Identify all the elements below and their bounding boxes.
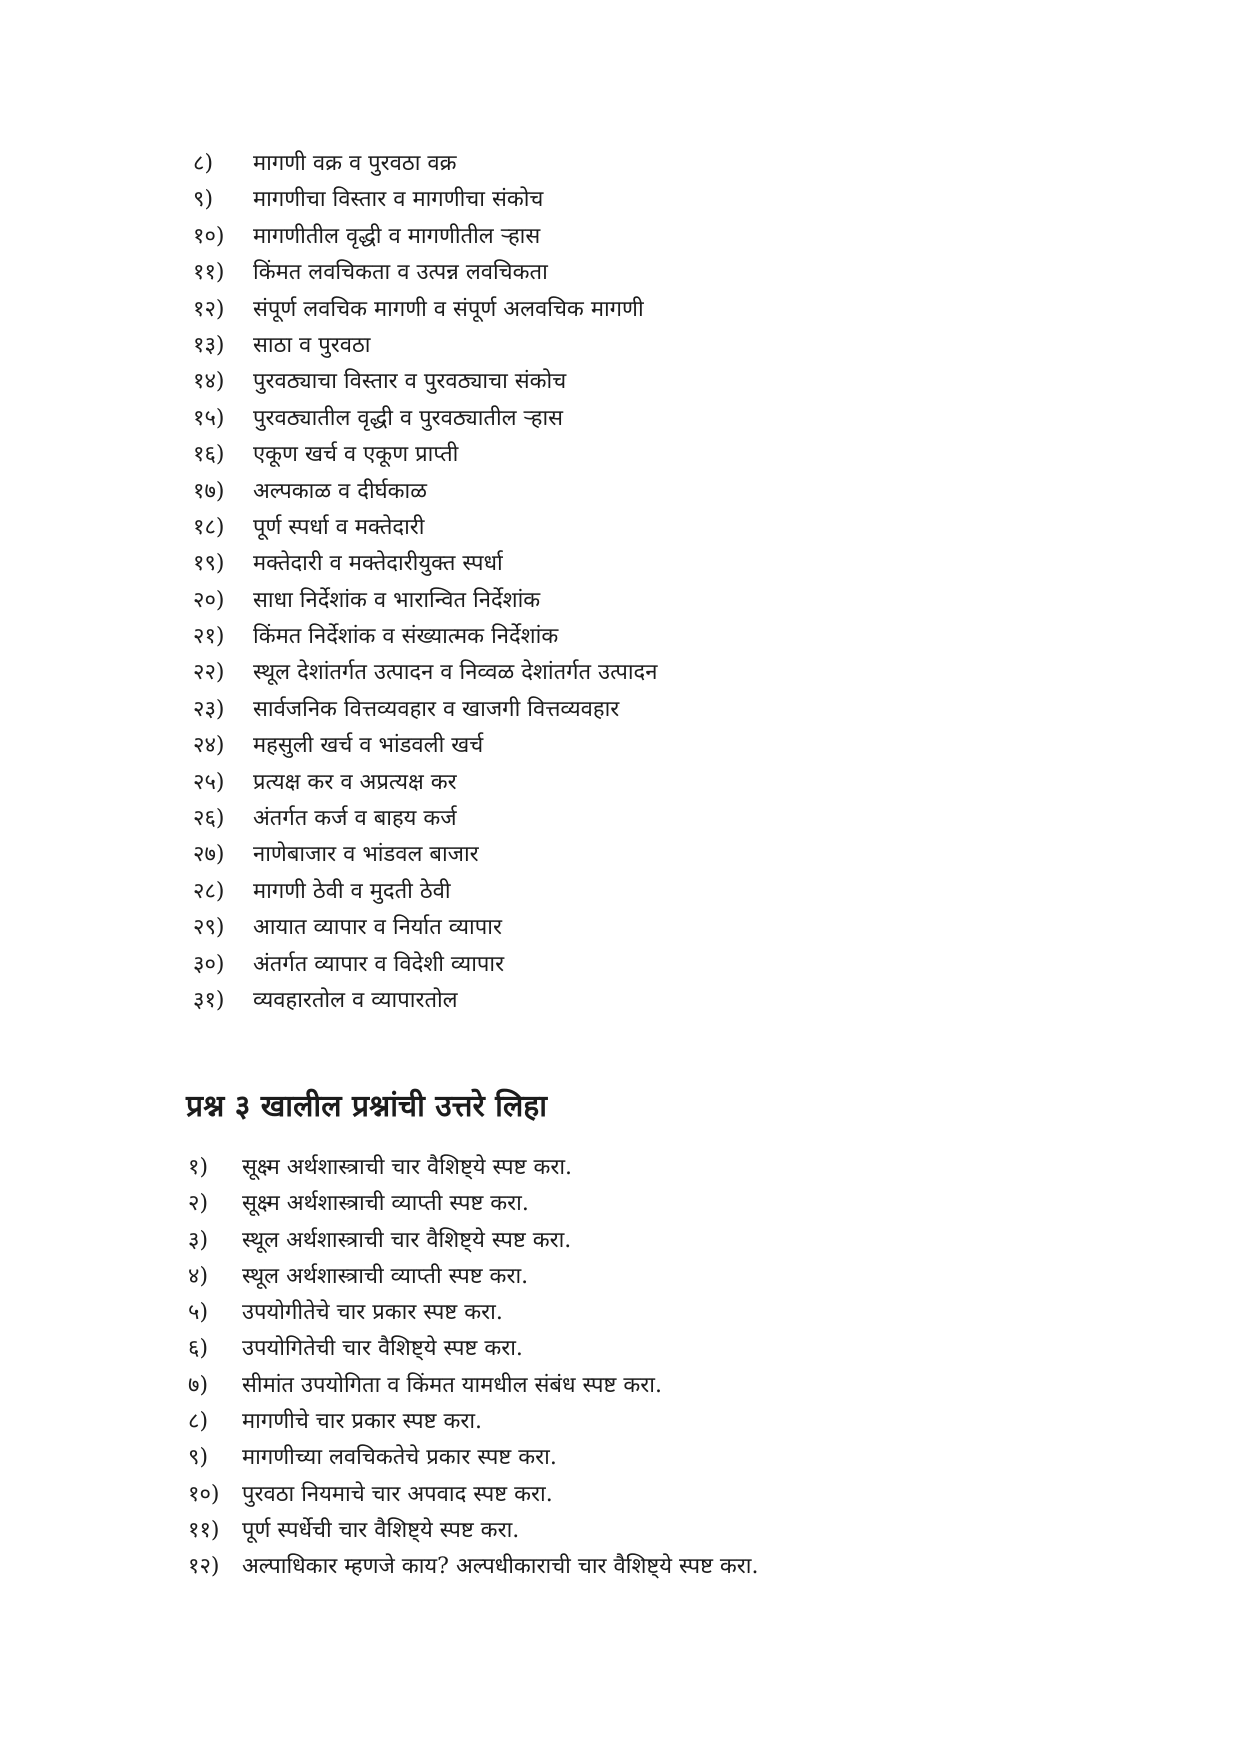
item-number: १३) xyxy=(193,332,225,358)
list-item xyxy=(193,474,1093,510)
item-number: ४) xyxy=(188,1263,209,1289)
item-text: पुरवठ्याचा विस्तार व पुरवठ्याचा संकोच xyxy=(253,369,567,395)
item-number: २८) xyxy=(193,878,225,904)
list-item xyxy=(193,837,1093,873)
item-number: ९) xyxy=(193,187,214,213)
item-text: किंमत लवचिकता व उत्पन्न लवचिकता xyxy=(253,260,548,286)
item-text: किंमत निर्देशांक व संख्यात्मक निर्देशांक xyxy=(253,624,559,650)
item-number: ३१) xyxy=(193,987,225,1013)
list-item xyxy=(193,655,1093,691)
item-number: १०) xyxy=(193,223,225,249)
item-number: ११) xyxy=(188,1517,220,1543)
item-text: पुरवठ्यातील वृद्धी व पुरवठ्यातील ऱ्हास xyxy=(253,405,564,431)
list-item xyxy=(193,619,1093,655)
item-number: ३०) xyxy=(193,951,225,977)
item-text: पूर्ण स्पर्धेची चार वैशिष्ट्ये स्पष्ट करा. xyxy=(242,1517,520,1543)
item-number: १४) xyxy=(193,369,225,395)
item-number: ३) xyxy=(188,1227,209,1253)
question-list xyxy=(188,1150,1148,1586)
list-item xyxy=(193,364,1093,400)
list-item xyxy=(193,182,1093,218)
comparison-list xyxy=(193,146,1093,1019)
list-item xyxy=(193,801,1093,837)
list-item xyxy=(188,1295,1148,1331)
item-text: अल्पकाळ व दीर्घकाळ xyxy=(253,478,427,504)
item-number: ८) xyxy=(193,151,214,176)
item-number: ७) xyxy=(188,1372,209,1398)
item-number: २७) xyxy=(193,842,225,868)
list-item xyxy=(193,983,1093,1019)
item-text: व्यवहारतोल व व्यापारतोल xyxy=(253,987,458,1013)
list-item xyxy=(188,1150,1148,1186)
item-text: सूक्ष्म अर्थशास्त्राची चार वैशिष्ट्ये स्पष्ट करा. xyxy=(242,1155,573,1180)
item-number: १७) xyxy=(193,478,225,504)
item-number: १९) xyxy=(193,551,225,577)
item-text: अंतर्गत कर्ज व बाहय कर्ज xyxy=(253,806,457,832)
item-text: मागणी ठेवी व मुदती ठेवी xyxy=(253,878,451,904)
item-number: २०) xyxy=(193,587,225,613)
item-text: मागणी वक्र व पुरवठा वक्र xyxy=(253,151,457,176)
list-item xyxy=(193,328,1093,364)
list-item xyxy=(193,765,1093,801)
list-item xyxy=(193,401,1093,437)
list-item xyxy=(193,546,1093,582)
item-text: एकूण खर्च व एकूण प्राप्ती xyxy=(253,442,459,468)
item-text: आयात व्यापार व निर्यात व्यापार xyxy=(253,915,502,941)
item-number: १८) xyxy=(193,514,225,540)
list-item xyxy=(188,1186,1148,1222)
item-text: मागणीचे चार प्रकार स्पष्ट करा. xyxy=(242,1409,483,1435)
item-text: मक्तेदारी व मक्तेदारीयुक्त स्पर्धा xyxy=(253,551,503,577)
list-item xyxy=(193,437,1093,473)
item-text: अंतर्गत व्यापार व विदेशी व्यापार xyxy=(253,951,505,977)
item-text: संपूर्ण लवचिक मागणी व संपूर्ण अलवचिक मागणी xyxy=(253,296,644,322)
list-item xyxy=(188,1223,1148,1259)
item-text: सीमांत उपयोगिता व किंमत यामधील संबंध स्पष्ट करा. xyxy=(242,1372,662,1398)
item-text: स्थूल देशांतर्गत उत्पादन व निव्वळ देशांतर्गत उत्पादन xyxy=(253,660,658,686)
item-text: उपयोगितेची चार वैशिष्ट्ये स्पष्ट करा. xyxy=(242,1336,523,1362)
item-number: २६) xyxy=(193,806,225,832)
item-number: २१) xyxy=(193,624,225,650)
item-text: पूर्ण स्पर्धा व मक्तेदारी xyxy=(253,514,425,540)
item-number: १०) xyxy=(188,1481,220,1507)
item-number: १५) xyxy=(193,405,225,431)
item-text: उपयोगीतेचे चार प्रकार स्पष्ट करा. xyxy=(242,1300,503,1326)
item-number: १६) xyxy=(193,442,225,468)
list-item xyxy=(188,1259,1148,1295)
item-text: साठा व पुरवठा xyxy=(253,332,371,358)
section-heading: प्रश्न ३ खालील प्रश्नांची उत्तरे लिहा xyxy=(186,1089,547,1124)
list-item xyxy=(193,255,1093,291)
list-item xyxy=(193,292,1093,328)
list-item xyxy=(188,1513,1148,1549)
item-number: ६) xyxy=(188,1336,209,1362)
list-item xyxy=(188,1331,1148,1367)
list-item xyxy=(193,692,1093,728)
list-item xyxy=(188,1368,1148,1404)
item-number: ५) xyxy=(188,1300,209,1326)
item-text: साधा निर्देशांक व भारान्वित निर्देशांक xyxy=(253,587,541,613)
item-text: मागणीचा विस्तार व मागणीचा संकोच xyxy=(253,187,544,213)
list-item xyxy=(193,219,1093,255)
item-text: स्थूल अर्थशास्त्राची व्याप्ती स्पष्ट करा. xyxy=(242,1263,529,1289)
item-text: अल्पाधिकार म्हणजे काय? अल्पधीकाराची चार वैशिष्ट्ये स्पष्ट करा. xyxy=(242,1554,759,1580)
list-item xyxy=(193,910,1093,946)
list-item xyxy=(188,1549,1148,1585)
item-text: स्थूल अर्थशास्त्राची चार वैशिष्ट्ये स्पष्ट करा. xyxy=(242,1227,572,1253)
item-number: २३) xyxy=(193,696,225,722)
item-number: ११) xyxy=(193,260,225,286)
item-text: सूक्ष्म अर्थशास्त्राची व्याप्ती स्पष्ट करा. xyxy=(242,1191,529,1217)
item-text: पुरवठा नियमाचे चार अपवाद स्पष्ट करा. xyxy=(242,1481,553,1507)
list-item xyxy=(188,1404,1148,1440)
item-number: २५) xyxy=(193,769,225,795)
item-number: ९) xyxy=(188,1445,209,1471)
list-item xyxy=(193,146,1093,182)
item-text: मागणीच्या लवचिकतेचे प्रकार स्पष्ट करा. xyxy=(242,1445,557,1471)
item-number: ८) xyxy=(188,1409,209,1435)
item-number: १) xyxy=(188,1155,209,1180)
item-text: नाणेबाजार व भांडवल बाजार xyxy=(253,842,479,868)
item-number: २४) xyxy=(193,733,225,759)
item-text: महसुली खर्च व भांडवली खर्च xyxy=(253,733,484,759)
list-item xyxy=(193,728,1093,764)
list-item xyxy=(188,1440,1148,1476)
item-text: प्रत्यक्ष कर व अप्रत्यक्ष कर xyxy=(253,769,457,795)
list-item xyxy=(188,1477,1148,1513)
item-number: २) xyxy=(188,1191,209,1217)
list-item xyxy=(193,583,1093,619)
list-item xyxy=(193,947,1093,983)
item-number: २९) xyxy=(193,915,225,941)
item-text: सार्वजनिक वित्तव्यवहार व खाजगी वित्तव्यवहार xyxy=(253,696,620,722)
item-number: १२) xyxy=(193,296,225,322)
list-item xyxy=(193,874,1093,910)
item-number: १२) xyxy=(188,1554,220,1580)
list-item xyxy=(193,510,1093,546)
item-text: मागणीतील वृद्धी व मागणीतील ऱ्हास xyxy=(253,223,541,249)
item-number: २२) xyxy=(193,660,225,686)
